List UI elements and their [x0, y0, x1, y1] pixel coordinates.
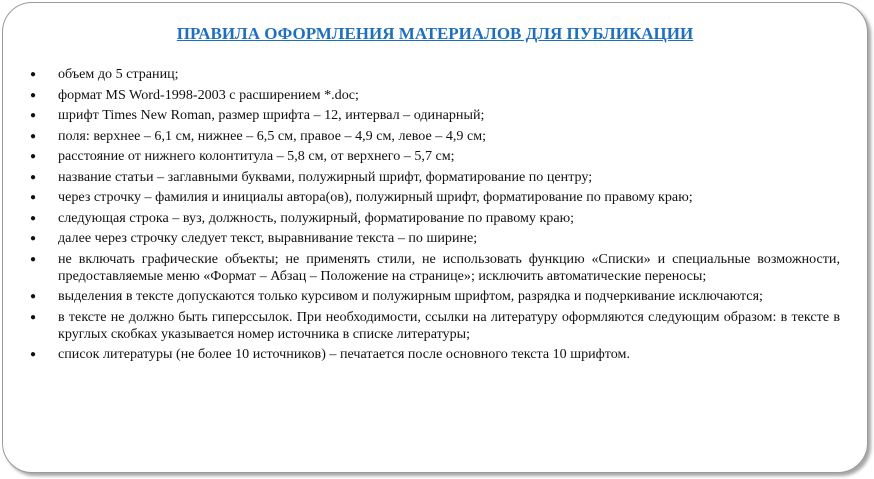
bullet-icon: ● — [30, 253, 37, 265]
list-item-text: шрифт Times New Roman, размер шрифта – 12, интервал – одинарный; — [58, 107, 485, 123]
page-title: ПРАВИЛА ОФОРМЛЕНИЯ МАТЕРИАЛОВ ДЛЯ ПУБЛИКАЦИИ — [176, 24, 694, 43]
list-item-text: формат MS Word-1998-2003 с расширением *.doc; — [58, 86, 359, 103]
bullet-icon: ● — [30, 130, 37, 142]
bullet-icon: ● — [30, 349, 37, 360]
list-item-text: через строчку – фамилия и инициалы автора(ов), полужирный шрифт, форматирование по правому краю; — [58, 189, 693, 205]
list-item-text: поля: верхнее – 6,1 см, нижнее – 6,5 см, правое – 4,9 см, левое – 4,9 см; — [58, 127, 487, 144]
bullet-icon: ● — [30, 171, 37, 183]
bullet-icon: ● — [30, 233, 37, 244]
list-item — [25, 189, 840, 206]
list-item — [25, 107, 840, 124]
list-item-text: объем до 5 страниц; — [58, 66, 179, 82]
list-item-text: в тексте не должно быть гиперссылок. При необходимости, ссылки на литературу оформляются следующим образом: в тексте в круглых скобках указывается номер источника в списке литературы; — [58, 308, 840, 342]
bullet-icon: ● — [30, 89, 37, 101]
list-item-text: название статьи – заглавными буквами, полужирный шрифт, форматирование по центру; — [58, 168, 593, 185]
bullet-icon: ● — [30, 291, 37, 302]
bullet-icon: ● — [30, 311, 37, 323]
list-item — [25, 128, 840, 145]
list-item-text: далее через строчку следует текст, выравнивание текста – по ширине; — [58, 230, 478, 246]
bullet-icon: ● — [30, 69, 37, 80]
bullet-icon: ● — [30, 110, 37, 121]
rules-list — [25, 66, 840, 367]
list-item-text: расстояние от нижнего колонтитула – 5,8 см, от верхнего – 5,7 см; — [58, 148, 455, 164]
list-item — [25, 87, 840, 104]
list-item — [25, 346, 840, 363]
list-item-text: следующая строка – вуз, должность, полужирный, форматирование по правому краю; — [58, 209, 575, 226]
list-item — [25, 309, 840, 343]
list-item-text: не включать графические объекты; не применять стили, не использовать функцию «Списки» и специальные возможности, предоставляемые меню «Формат – Абзац – Положение на странице»; исключить автоматические переносы; — [58, 250, 840, 284]
bullet-icon: ● — [30, 212, 37, 224]
bullet-icon: ● — [30, 192, 37, 203]
list-item — [25, 230, 840, 247]
list-item — [25, 148, 840, 165]
list-item — [25, 251, 840, 285]
list-item-text: список литературы (не более 10 источников) – печатается после основного текста 10 шрифтом. — [58, 346, 630, 362]
list-item — [25, 288, 840, 305]
list-item — [25, 210, 840, 227]
bullet-icon: ● — [30, 151, 37, 162]
list-item — [25, 169, 840, 186]
list-item — [25, 66, 840, 83]
list-item-text: выделения в тексте допускаются только курсивом и полужирным шрифтом, разрядка и подчеркивание исключаются; — [58, 288, 763, 304]
